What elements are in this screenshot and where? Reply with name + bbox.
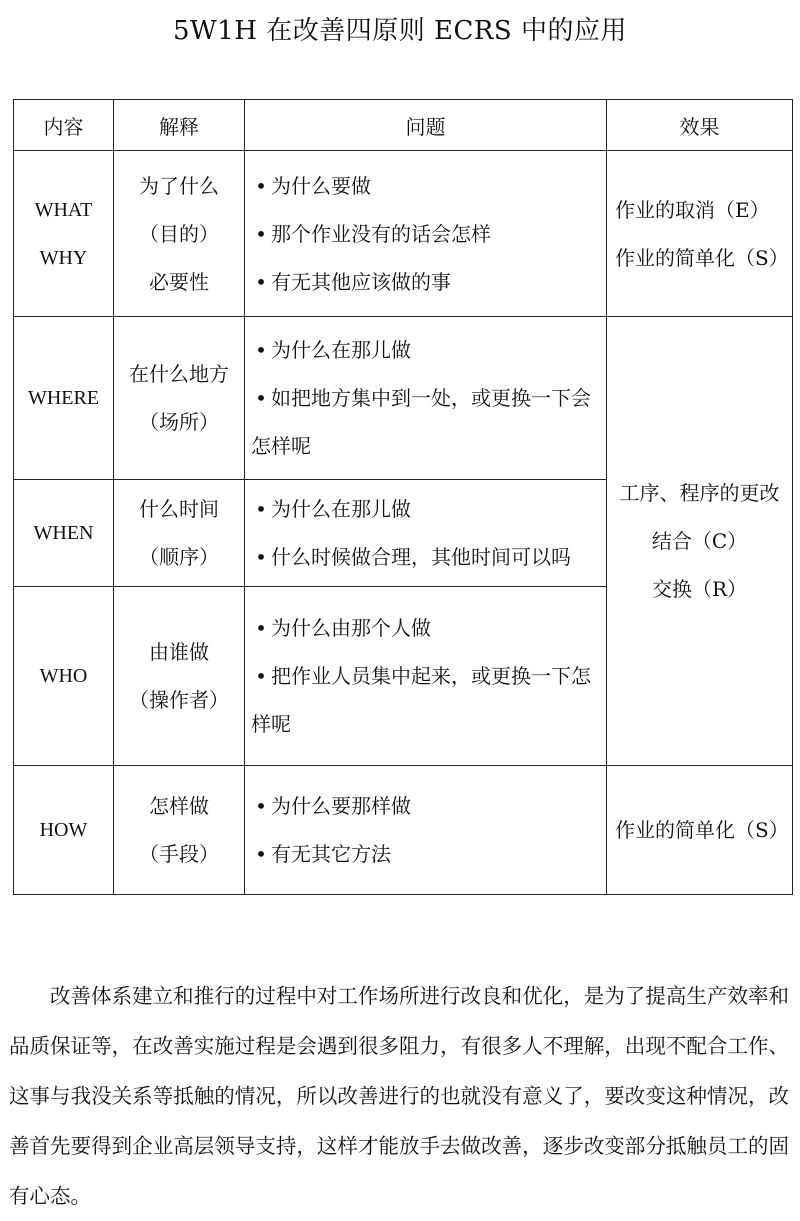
explanation-line: 怎样做 [149, 794, 209, 818]
effect-line: 作业的取消（E） [615, 197, 770, 222]
effect-line: 结合（C） [651, 529, 748, 553]
table-row [14, 317, 793, 480]
explanation-line: 为了什么 [139, 173, 219, 198]
explanation-cell [114, 151, 245, 317]
explanation-line: （操作者） [129, 688, 229, 712]
item-cell [14, 766, 114, 895]
table-row [14, 151, 793, 317]
effect-line: 交换（R） [651, 577, 748, 601]
body-paragraph: 改善体系建立和推行的过程中对工作场所进行改良和优化，是为了提高生产效率和品质保证等，在改善实施过程是会遇到很多阻力，有很多人不理解，出现不配合工作、这事与我没关系等抵触的情况，所以改善进行的也就没有意义了，要改变这种情况，改善首先要得到企业高层领导支持，这样才能放手去做改善，逐步改变部分抵触员工的固有心态。 [9, 983, 789, 1208]
explanation-line: 什么时间 [139, 497, 219, 521]
bullet-icon: • [255, 386, 267, 410]
bullet-icon: • [255, 616, 267, 640]
explanation-cell [114, 480, 245, 587]
question-item: • 有无其他应该做的事 [251, 258, 602, 306]
effect-cell [607, 151, 793, 317]
header-question: 问题 [245, 100, 607, 151]
explanation-line: （目的） [139, 221, 219, 246]
bullet-icon: • [255, 221, 267, 246]
effect-cell [607, 766, 793, 895]
item-label: WHEN [33, 522, 94, 544]
effect-line: 工序、程序的更改 [619, 481, 780, 505]
effect-line: 作业的简单化（S） [615, 818, 789, 842]
bullet-icon: • [255, 173, 267, 198]
item-cell [14, 151, 114, 317]
effect-line: 作业的简单化（S） [615, 245, 789, 270]
effect-cell-merged [607, 317, 793, 766]
header-explanation: 解释 [114, 100, 245, 151]
item-cell [14, 587, 114, 766]
explanation-line: （场所） [139, 410, 219, 434]
question-cell [245, 480, 607, 587]
header-effect: 效果 [607, 100, 793, 151]
explanation-cell [114, 317, 245, 480]
table-header-row [14, 100, 793, 151]
bullet-icon: • [255, 664, 267, 688]
item-label: WHO [39, 665, 88, 687]
explanation-line: （手段） [139, 842, 219, 866]
question-cell [245, 317, 607, 480]
explanation-cell [114, 766, 245, 895]
question-item: • 为什么要那样做 [251, 782, 602, 830]
question-item: • 为什么在那儿做 [251, 485, 602, 533]
bullet-icon: • [255, 545, 267, 569]
item-label: WHERE [27, 387, 100, 409]
bullet-icon: • [255, 794, 267, 818]
question-item: • 为什么由那个人做 [251, 604, 602, 652]
question-cell [245, 587, 607, 766]
explanation-line: 由谁做 [149, 640, 209, 664]
item-label: HOW [39, 819, 88, 841]
item-cell [14, 480, 114, 587]
question-cell [245, 151, 607, 317]
item-label: WHAT [34, 198, 93, 221]
bullet-icon: • [255, 338, 267, 362]
question-item: • 如把地方集中到一处，或更换一下会怎样呢 [251, 374, 602, 470]
question-item: • 为什么要做 [251, 162, 602, 210]
table-row [14, 766, 793, 895]
question-item: • 什么时候做合理，其他时间可以吗 [251, 533, 602, 581]
page-title: 5W1H 在改善四原则 ECRS 中的应用 [172, 16, 628, 46]
question-item: • 有无其它方法 [251, 830, 602, 878]
item-cell [14, 317, 114, 480]
explanation-cell [114, 587, 245, 766]
bullet-icon: • [255, 842, 267, 866]
item-label: WHY [39, 246, 88, 269]
explanation-line: （顺序） [139, 545, 219, 569]
question-item: • 为什么在那儿做 [251, 326, 602, 374]
explanation-line: 在什么地方 [129, 362, 229, 386]
question-item: • 把作业人员集中起来，或更换一下怎样呢 [251, 652, 602, 748]
question-item: • 那个作业没有的话会怎样 [251, 210, 602, 258]
bullet-icon: • [255, 497, 267, 521]
bullet-icon: • [255, 269, 267, 294]
question-cell [245, 766, 607, 895]
explanation-line: 必要性 [149, 269, 209, 294]
5w1h-ecrs-table [13, 99, 793, 895]
header-content: 内容 [14, 100, 114, 151]
